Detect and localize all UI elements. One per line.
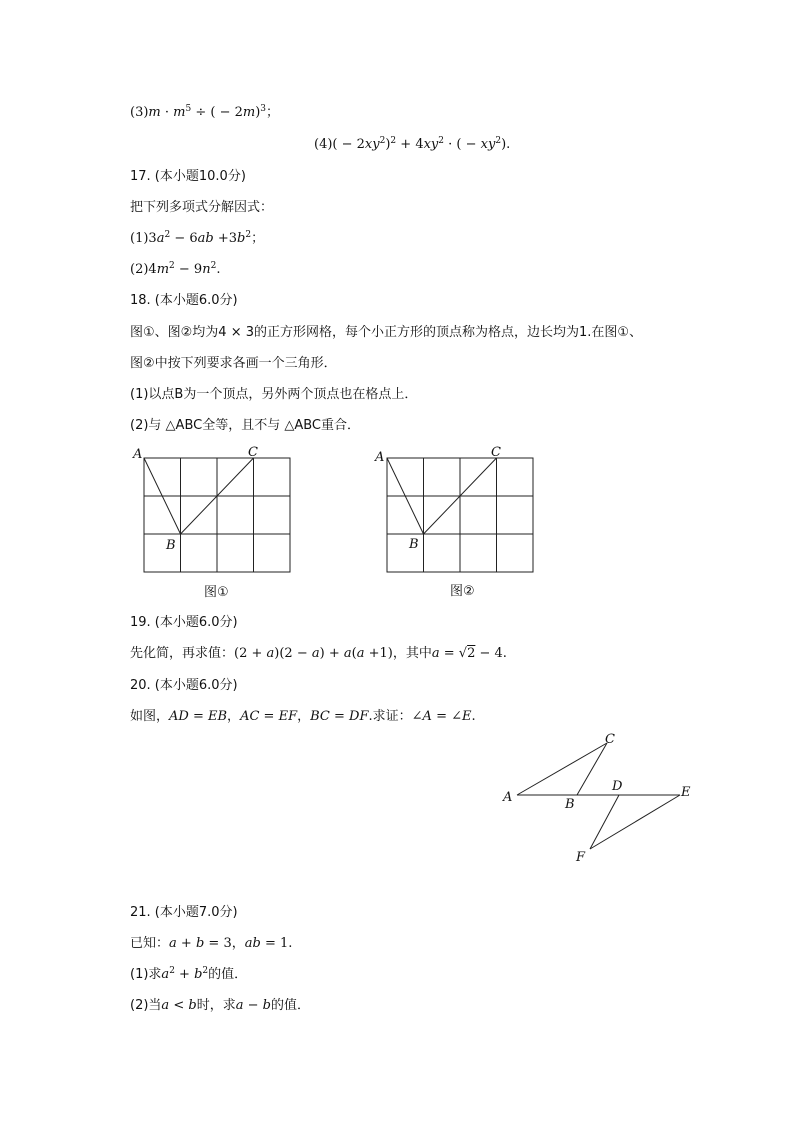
question-17-header: 17. (本小题10.0分) <box>130 169 246 184</box>
question-21-header: 21. (本小题7.0分) <box>130 905 238 920</box>
point-label-c: C <box>605 732 615 747</box>
question-18-stem-1: 图①、图②均为4 × 3的正方形网格，每个小正方形的顶点称为格点，边长均为1.在图①、 <box>130 325 643 340</box>
point-label-b: B <box>565 797 575 812</box>
question-18-item-2: (2)与 △ABC全等，且不与 △ABC重合． <box>130 418 360 433</box>
question-17-item-2: $(2)4m^2 - 9n^2$. <box>130 261 221 277</box>
grid-figure-1 <box>128 440 308 610</box>
point-label-b: B <box>166 538 176 553</box>
item-label: (3) <box>130 105 149 120</box>
point-label-a: A <box>375 450 385 465</box>
point-label-c: C <box>491 445 501 460</box>
question-19-header: 19. (本小题6.0分) <box>130 615 238 630</box>
question-18-header: 18. (本小题6.0分) <box>130 293 238 308</box>
figure-caption: 图② <box>450 584 475 599</box>
question-21-item-1: (1)求$a^2 + b^2$的值． <box>130 966 248 982</box>
geometry-figure-q20 <box>495 728 705 873</box>
problem-16-4: $(4)( - 2xy^2)^2 + 4xy^2$ · ( − $xy^2$). <box>314 136 511 152</box>
point-label-e: E <box>681 785 691 800</box>
problem-16-3: $(3)m \cdot m^5$ ÷ ( − 2m)$^3$； <box>130 104 280 120</box>
question-21-given: 已知：a + b = 3，ab = 1. <box>130 936 293 951</box>
question-18-item-1: (1)以点B为一个顶点，另外两个顶点也在格点上． <box>130 387 418 402</box>
figure-caption: 图① <box>204 585 229 600</box>
question-20-header: 20. (本小题6.0分) <box>130 678 238 693</box>
grid-figure-2 <box>370 440 550 610</box>
question-20-stem: 如图，AD = EB，AC = EF，BC = DF.求证：∠A = ∠E. <box>130 709 476 724</box>
question-19-expression: 先化简，再求值：(2 + a)(2 − a) + a(a +1)，其中a = √2 − 4. <box>130 646 507 661</box>
point-label-a: A <box>503 790 513 805</box>
item-label: (4) <box>314 137 333 152</box>
question-17-instruction: 把下列多项式分解因式： <box>130 200 274 215</box>
question-18-stem-2: 图②中按下列要求各画一个三角形． <box>130 356 337 371</box>
question-17-item-1: $(1)3a^2 - 6ab +3b^2$； <box>130 230 265 246</box>
question-21-item-2: (2)当a < b时，求a − b的值． <box>130 998 310 1013</box>
point-label-d: D <box>612 779 623 794</box>
point-label-f: F <box>576 850 586 865</box>
point-label-a: A <box>133 447 143 462</box>
point-label-c: C <box>248 445 258 460</box>
point-label-b: B <box>409 537 419 552</box>
